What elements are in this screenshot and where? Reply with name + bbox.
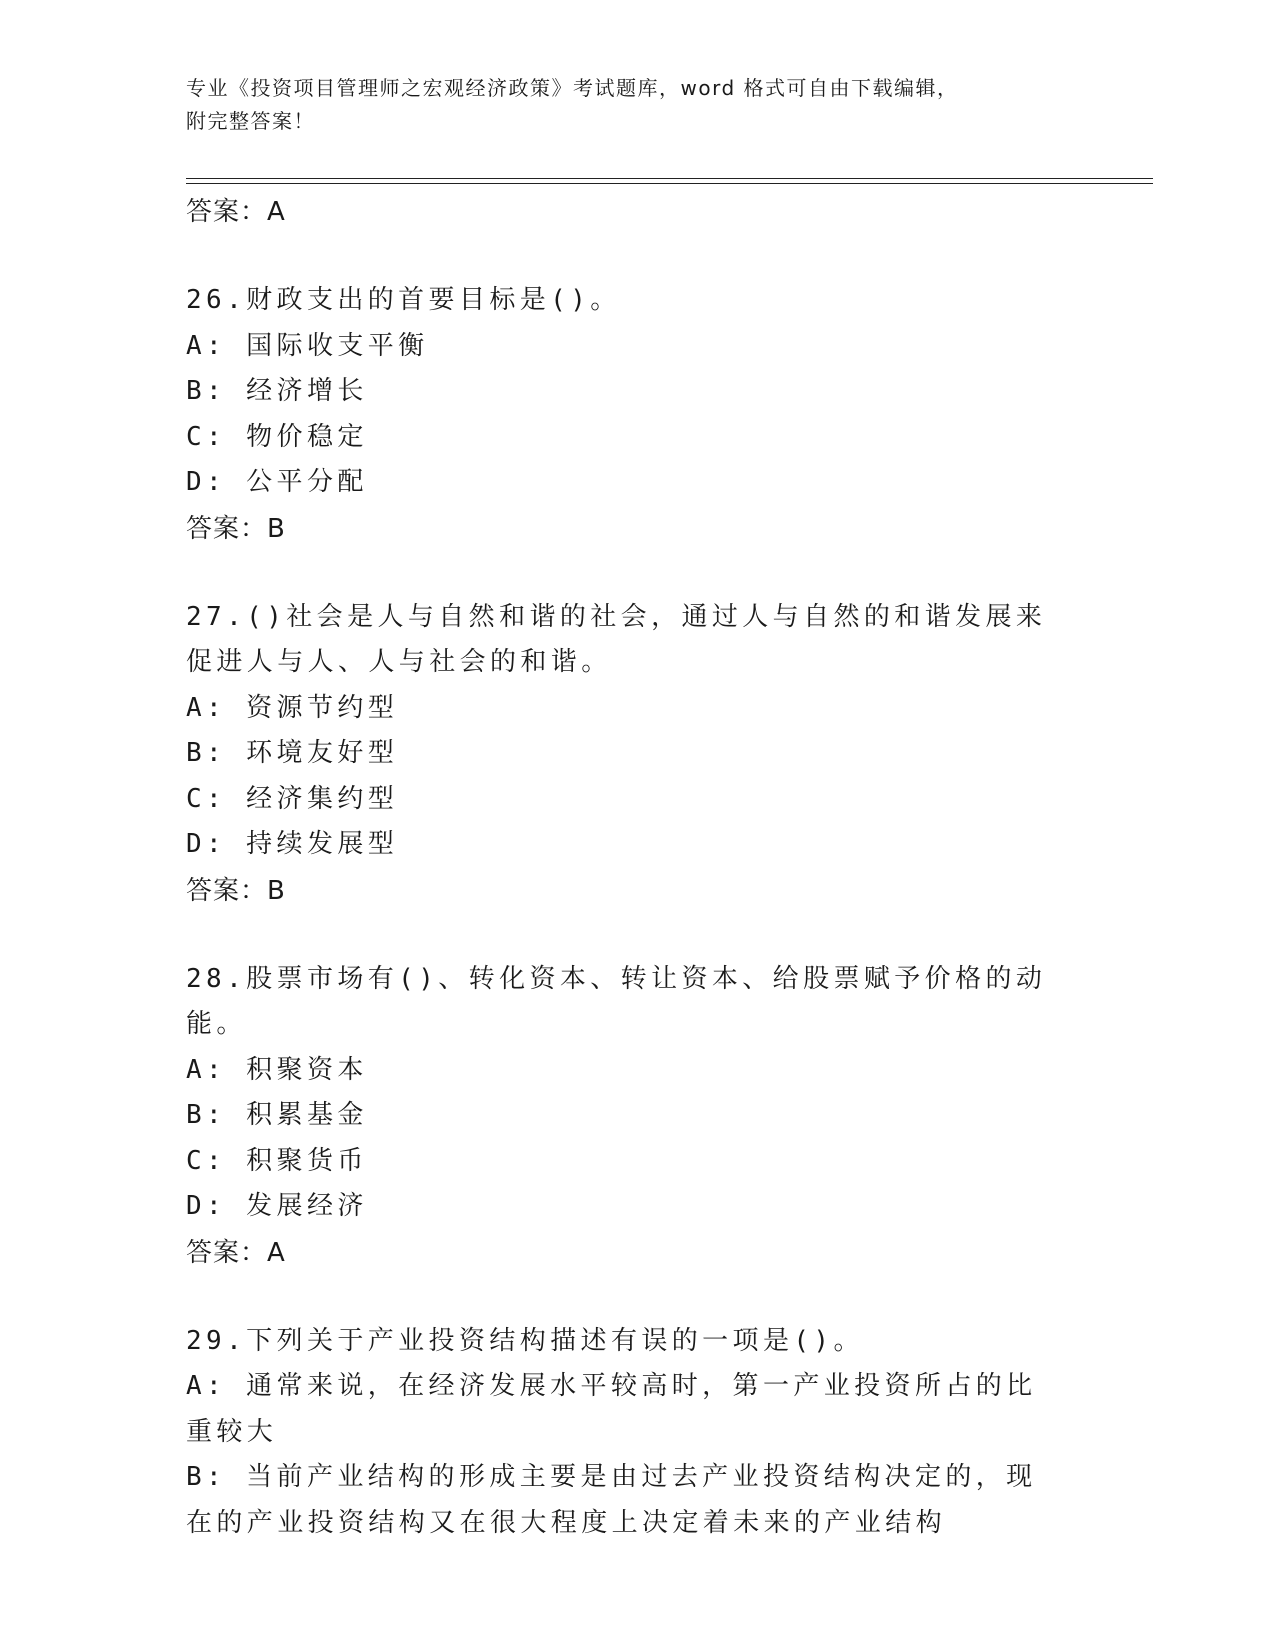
question-text: 29.下列关于产业投资结构描述有误的一项是()。 bbox=[186, 1325, 864, 1356]
answer-line: 答案：A bbox=[186, 1237, 286, 1268]
option-d: D: 发展经济 bbox=[186, 1191, 368, 1221]
header-divider-bottom bbox=[186, 183, 1153, 184]
option-b: B: 环境友好型 bbox=[186, 738, 399, 768]
option-b: B: 积累基金 bbox=[186, 1100, 368, 1130]
question-text: 26.财政支出的首要目标是()。 bbox=[186, 285, 621, 315]
option-b: B: 经济增长 bbox=[186, 376, 368, 406]
option-d: D: 持续发展型 bbox=[186, 829, 399, 859]
option-a: A: 积聚资本 bbox=[186, 1054, 368, 1085]
question-text: 27.()社会是人与自然和谐的社会，通过人与自然的和谐发展来促进人与人、人与社会的和谐。 bbox=[186, 601, 1047, 677]
option-d: D: 公平分配 bbox=[186, 467, 368, 497]
spacer bbox=[186, 1276, 1086, 1319]
header-line-1: 专业《投资项目管理师之宏观经济政策》考试题库，word 格式可自由下载编辑， bbox=[186, 76, 959, 100]
document-header bbox=[186, 72, 1086, 138]
header-divider-top bbox=[186, 178, 1153, 179]
option-a: A: 资源节约型 bbox=[186, 692, 399, 723]
option-c: C: 物价稳定 bbox=[186, 421, 368, 452]
document-body bbox=[186, 189, 1086, 1546]
question-28 bbox=[186, 957, 1086, 1276]
header-line-2: 附完整答案！ bbox=[186, 109, 315, 133]
option-a: A: 通常来说，在经济发展水平较高时，第一产业投资所占的比重较大 bbox=[186, 1371, 1037, 1447]
question-29 bbox=[186, 1319, 1086, 1547]
question-27 bbox=[186, 595, 1086, 914]
option-a: A: 国际收支平衡 bbox=[186, 330, 429, 361]
question-26 bbox=[186, 278, 1086, 552]
spacer bbox=[186, 235, 1086, 278]
option-c: C: 经济集约型 bbox=[186, 783, 399, 814]
question-text: 28.股票市场有()、转化资本、转让资本、给股票赋予价格的动能。 bbox=[186, 963, 1047, 1039]
answer-line: 答案：B bbox=[186, 875, 286, 906]
spacer bbox=[186, 552, 1086, 595]
option-c: C: 积聚货币 bbox=[186, 1145, 368, 1176]
spacer bbox=[186, 914, 1086, 957]
previous-answer: 答案：A bbox=[186, 197, 286, 227]
answer-line: 答案：B bbox=[186, 513, 286, 544]
option-b: B: 当前产业结构的形成主要是由过去产业投资结构决定的，现在的产业投资结构又在很大程度上决定着未来的产业结构 bbox=[186, 1462, 1037, 1538]
